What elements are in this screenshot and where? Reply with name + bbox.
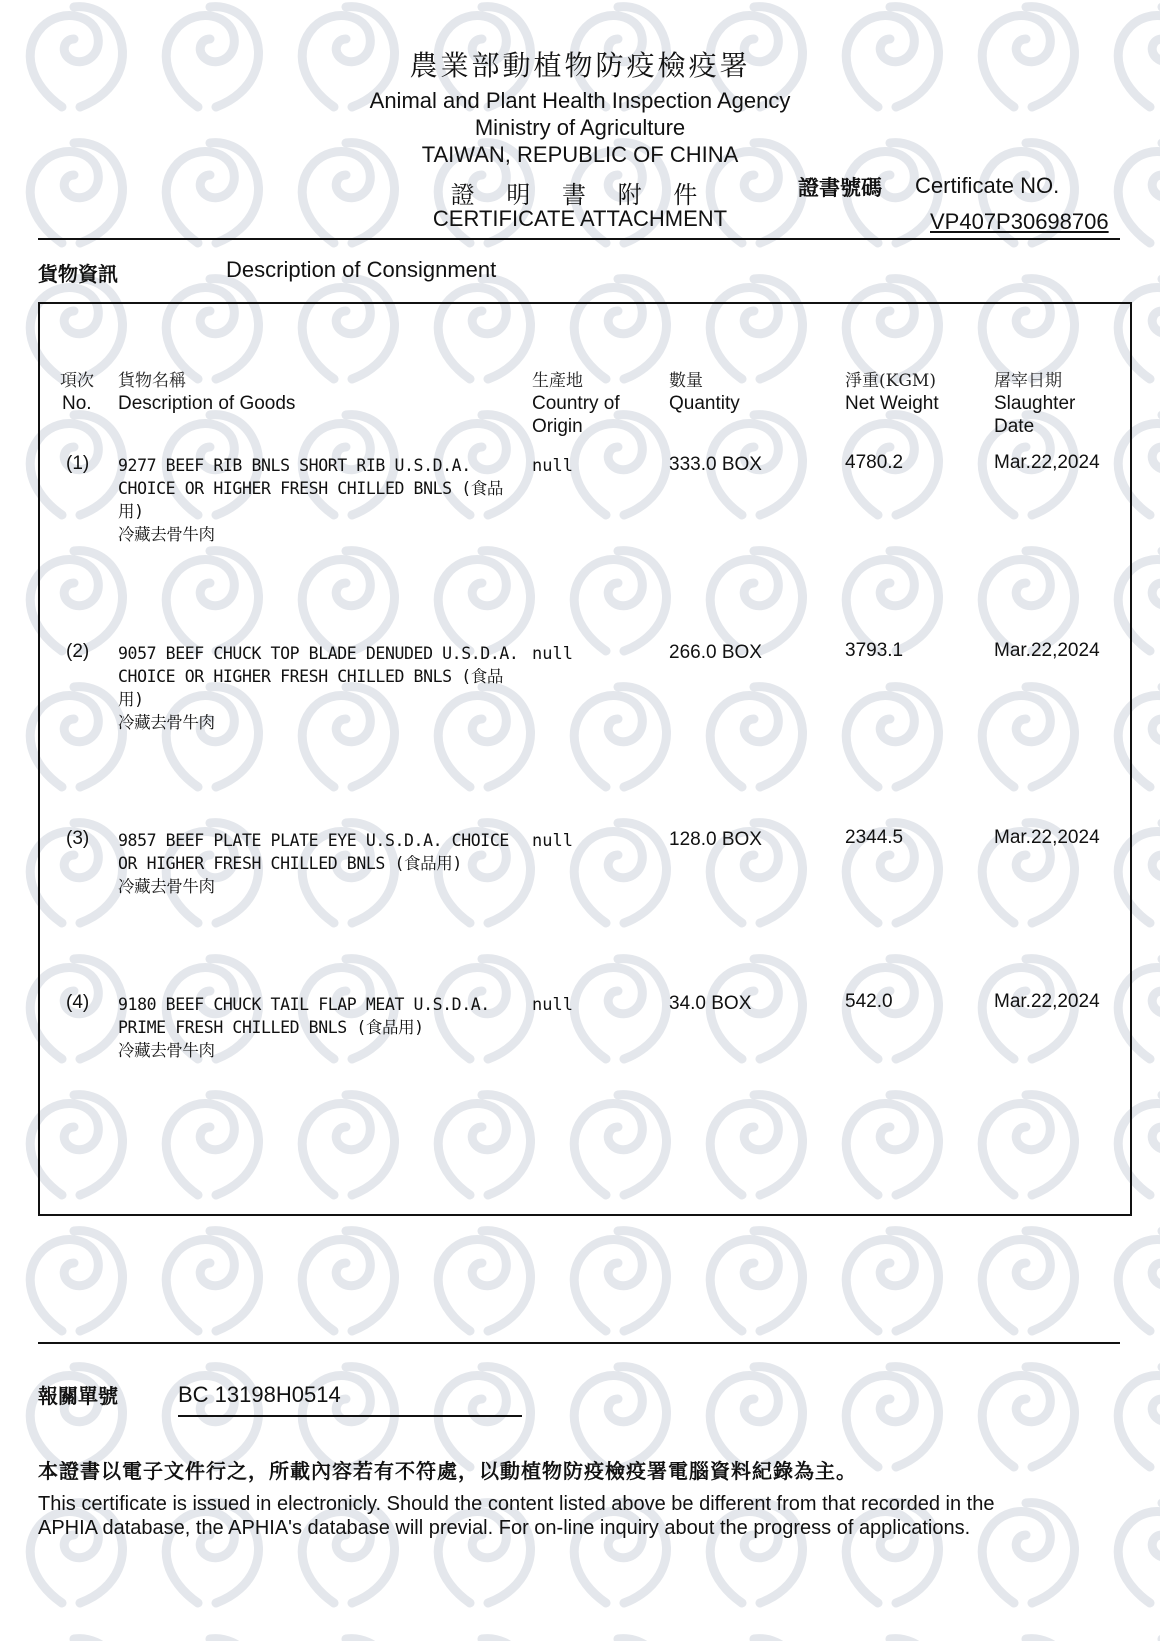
row-1-no: (1)	[66, 453, 90, 474]
ram-horn-swirl-icon	[166, 143, 258, 243]
ram-horn-swirl-icon	[982, 1503, 1074, 1603]
ram-horn-swirl-icon	[1118, 1367, 1160, 1467]
ram-horn-swirl-icon	[1118, 1231, 1160, 1331]
ram-horn-swirl-icon	[982, 1231, 1074, 1331]
row-1-slaughter-date: Mar.22,2024	[994, 452, 1100, 473]
ram-horn-swirl-icon	[574, 1231, 666, 1331]
country-name: TAIWAN, REPUBLIC OF CHINA	[421, 142, 739, 167]
row-4-origin: null	[532, 995, 573, 1015]
agency-name-en: Animal and Plant Health Inspection Agency	[369, 88, 791, 113]
ram-horn-swirl-icon	[166, 1231, 258, 1331]
customs-number-underline	[178, 1415, 522, 1417]
row-1-desc-line-1: 9277 BEEF RIB BNLS SHORT RIB U.S.D.A.	[118, 456, 471, 475]
row-4-desc-line-3: 冷藏去骨牛肉	[118, 1041, 215, 1060]
ram-horn-swirl-icon	[846, 1367, 938, 1467]
agency-name-zh: 農業部動植物防疫檢疫署	[409, 49, 751, 82]
ram-horn-swirl-icon	[1118, 7, 1160, 107]
row-2-origin: null	[532, 644, 573, 664]
row-2-desc-line-2: CHOICE OR HIGHER FRESH CHILLED BNLS (食品	[118, 667, 503, 686]
row-4-slaughter-date: Mar.22,2024	[994, 991, 1100, 1012]
row-4-net-weight: 542.0	[845, 991, 893, 1012]
row-4-no: (4)	[66, 992, 90, 1013]
document-title-zh: 證 明 書 附 件	[450, 181, 710, 209]
ram-horn-swirl-icon	[846, 7, 938, 107]
document-title-en: CERTIFICATE ATTACHMENT	[432, 206, 728, 231]
ram-horn-swirl-icon	[982, 1367, 1074, 1467]
row-2-desc-line-3: 用)	[118, 690, 144, 709]
col-header-desc-en: Description of Goods	[118, 393, 296, 414]
row-1-net-weight: 4780.2	[845, 452, 904, 473]
col-header-quantity-en: Quantity	[669, 393, 740, 414]
ram-horn-swirl-icon	[574, 1367, 666, 1467]
row-1-description	[118, 454, 528, 546]
ram-horn-swirl-icon	[30, 1231, 122, 1331]
col-header-weight-en: Net Weight	[845, 393, 939, 414]
consignment-label-zh: 貨物資訊	[38, 262, 118, 286]
row-2-description	[118, 642, 528, 734]
notice-en-line-1: This certificate is issued in electronicly. Should the content listed above be different from that recorded in the	[38, 1493, 995, 1515]
row-1-quantity: 333.0 BOX	[669, 454, 762, 475]
header-divider	[38, 238, 1120, 240]
row-1-desc-line-4: 冷藏去骨牛肉	[118, 525, 215, 544]
notice-zh: 本證書以電子文件行之，所載內容若有不符處，以動植物防疫檢疫署電腦資料紀錄為主。	[38, 1459, 857, 1483]
col-header-origin-en: Country of Origin	[532, 393, 620, 437]
certificate-number-label-zh: 證書號碼	[798, 175, 882, 200]
certificate-number-label-en: Certificate NO.	[915, 173, 1060, 198]
ram-horn-swirl-icon	[846, 1231, 938, 1331]
col-header-weight-zh: 淨重(KGM)	[845, 371, 936, 391]
row-3-origin: null	[532, 831, 573, 851]
row-2-quantity: 266.0 BOX	[669, 642, 762, 663]
consignment-label-en: Description of Consignment	[226, 257, 497, 282]
ram-horn-swirl-icon	[438, 1367, 530, 1467]
row-3-desc-line-3: 冷藏去骨牛肉	[118, 877, 215, 896]
row-1-origin: null	[532, 456, 573, 476]
row-2-desc-line-4: 冷藏去骨牛肉	[118, 713, 215, 732]
customs-declaration-number: BC 13198H0514	[178, 1382, 341, 1407]
col-header-quantity-zh: 數量	[669, 371, 703, 391]
row-2-slaughter-date: Mar.22,2024	[994, 640, 1100, 661]
row-1-desc-line-2: CHOICE OR HIGHER FRESH CHILLED BNLS (食品	[118, 479, 503, 498]
row-2-net-weight: 3793.1	[845, 640, 904, 661]
certificate-number: VP407P30698706	[930, 209, 1109, 234]
ram-horn-swirl-icon	[30, 143, 122, 243]
goods-table	[38, 302, 1132, 1216]
row-3-desc-line-2: OR HIGHER FRESH CHILLED BNLS (食品用)	[118, 854, 462, 873]
row-4-desc-line-2: PRIME FRESH CHILLED BNLS (食品用)	[118, 1018, 424, 1037]
row-4-desc-line-1: 9180 BEEF CHUCK TAIL FLAP MEAT U.S.D.A.	[118, 995, 490, 1014]
col-header-no-zh: 項次	[60, 371, 94, 391]
col-header-origin-zh: 生產地	[532, 371, 583, 391]
footer-divider	[38, 1342, 1120, 1344]
row-3-description	[118, 829, 528, 898]
ram-horn-swirl-icon	[30, 7, 122, 107]
notice-en-line-2: APHIA database, the APHIA's database will previal. For on-line inquiry about the progress of applications.	[38, 1517, 971, 1539]
ram-horn-swirl-icon	[438, 1231, 530, 1331]
col-header-date-en: Slaughter Date	[994, 393, 1076, 437]
col-header-date-zh: 屠宰日期	[994, 371, 1062, 391]
row-3-slaughter-date: Mar.22,2024	[994, 827, 1100, 848]
row-4-description	[118, 993, 528, 1062]
row-3-net-weight: 2344.5	[845, 827, 904, 848]
ram-horn-swirl-icon	[166, 7, 258, 107]
customs-declaration-label-zh: 報關單號	[38, 1384, 118, 1408]
ministry-name: Ministry of Agriculture	[474, 115, 686, 140]
col-header-desc-zh: 貨物名稱	[118, 371, 186, 391]
ram-horn-swirl-icon	[1118, 143, 1160, 243]
ram-horn-swirl-icon	[1118, 1503, 1160, 1603]
ram-horn-swirl-icon	[710, 1367, 802, 1467]
row-3-desc-line-1: 9857 BEEF PLATE PLATE EYE U.S.D.A. CHOICE	[118, 831, 509, 850]
row-1-desc-line-3: 用)	[118, 502, 144, 521]
row-4-quantity: 34.0 BOX	[669, 993, 752, 1014]
ram-horn-swirl-icon	[302, 1231, 394, 1331]
row-3-no: (3)	[66, 828, 90, 849]
ram-horn-swirl-icon	[710, 1231, 802, 1331]
row-2-no: (2)	[66, 641, 90, 662]
row-3-quantity: 128.0 BOX	[669, 829, 762, 850]
ram-horn-swirl-icon	[982, 7, 1074, 107]
row-2-desc-line-1: 9057 BEEF CHUCK TOP BLADE DENUDED U.S.D.A.	[118, 644, 519, 663]
col-header-no-en: No.	[62, 393, 92, 414]
